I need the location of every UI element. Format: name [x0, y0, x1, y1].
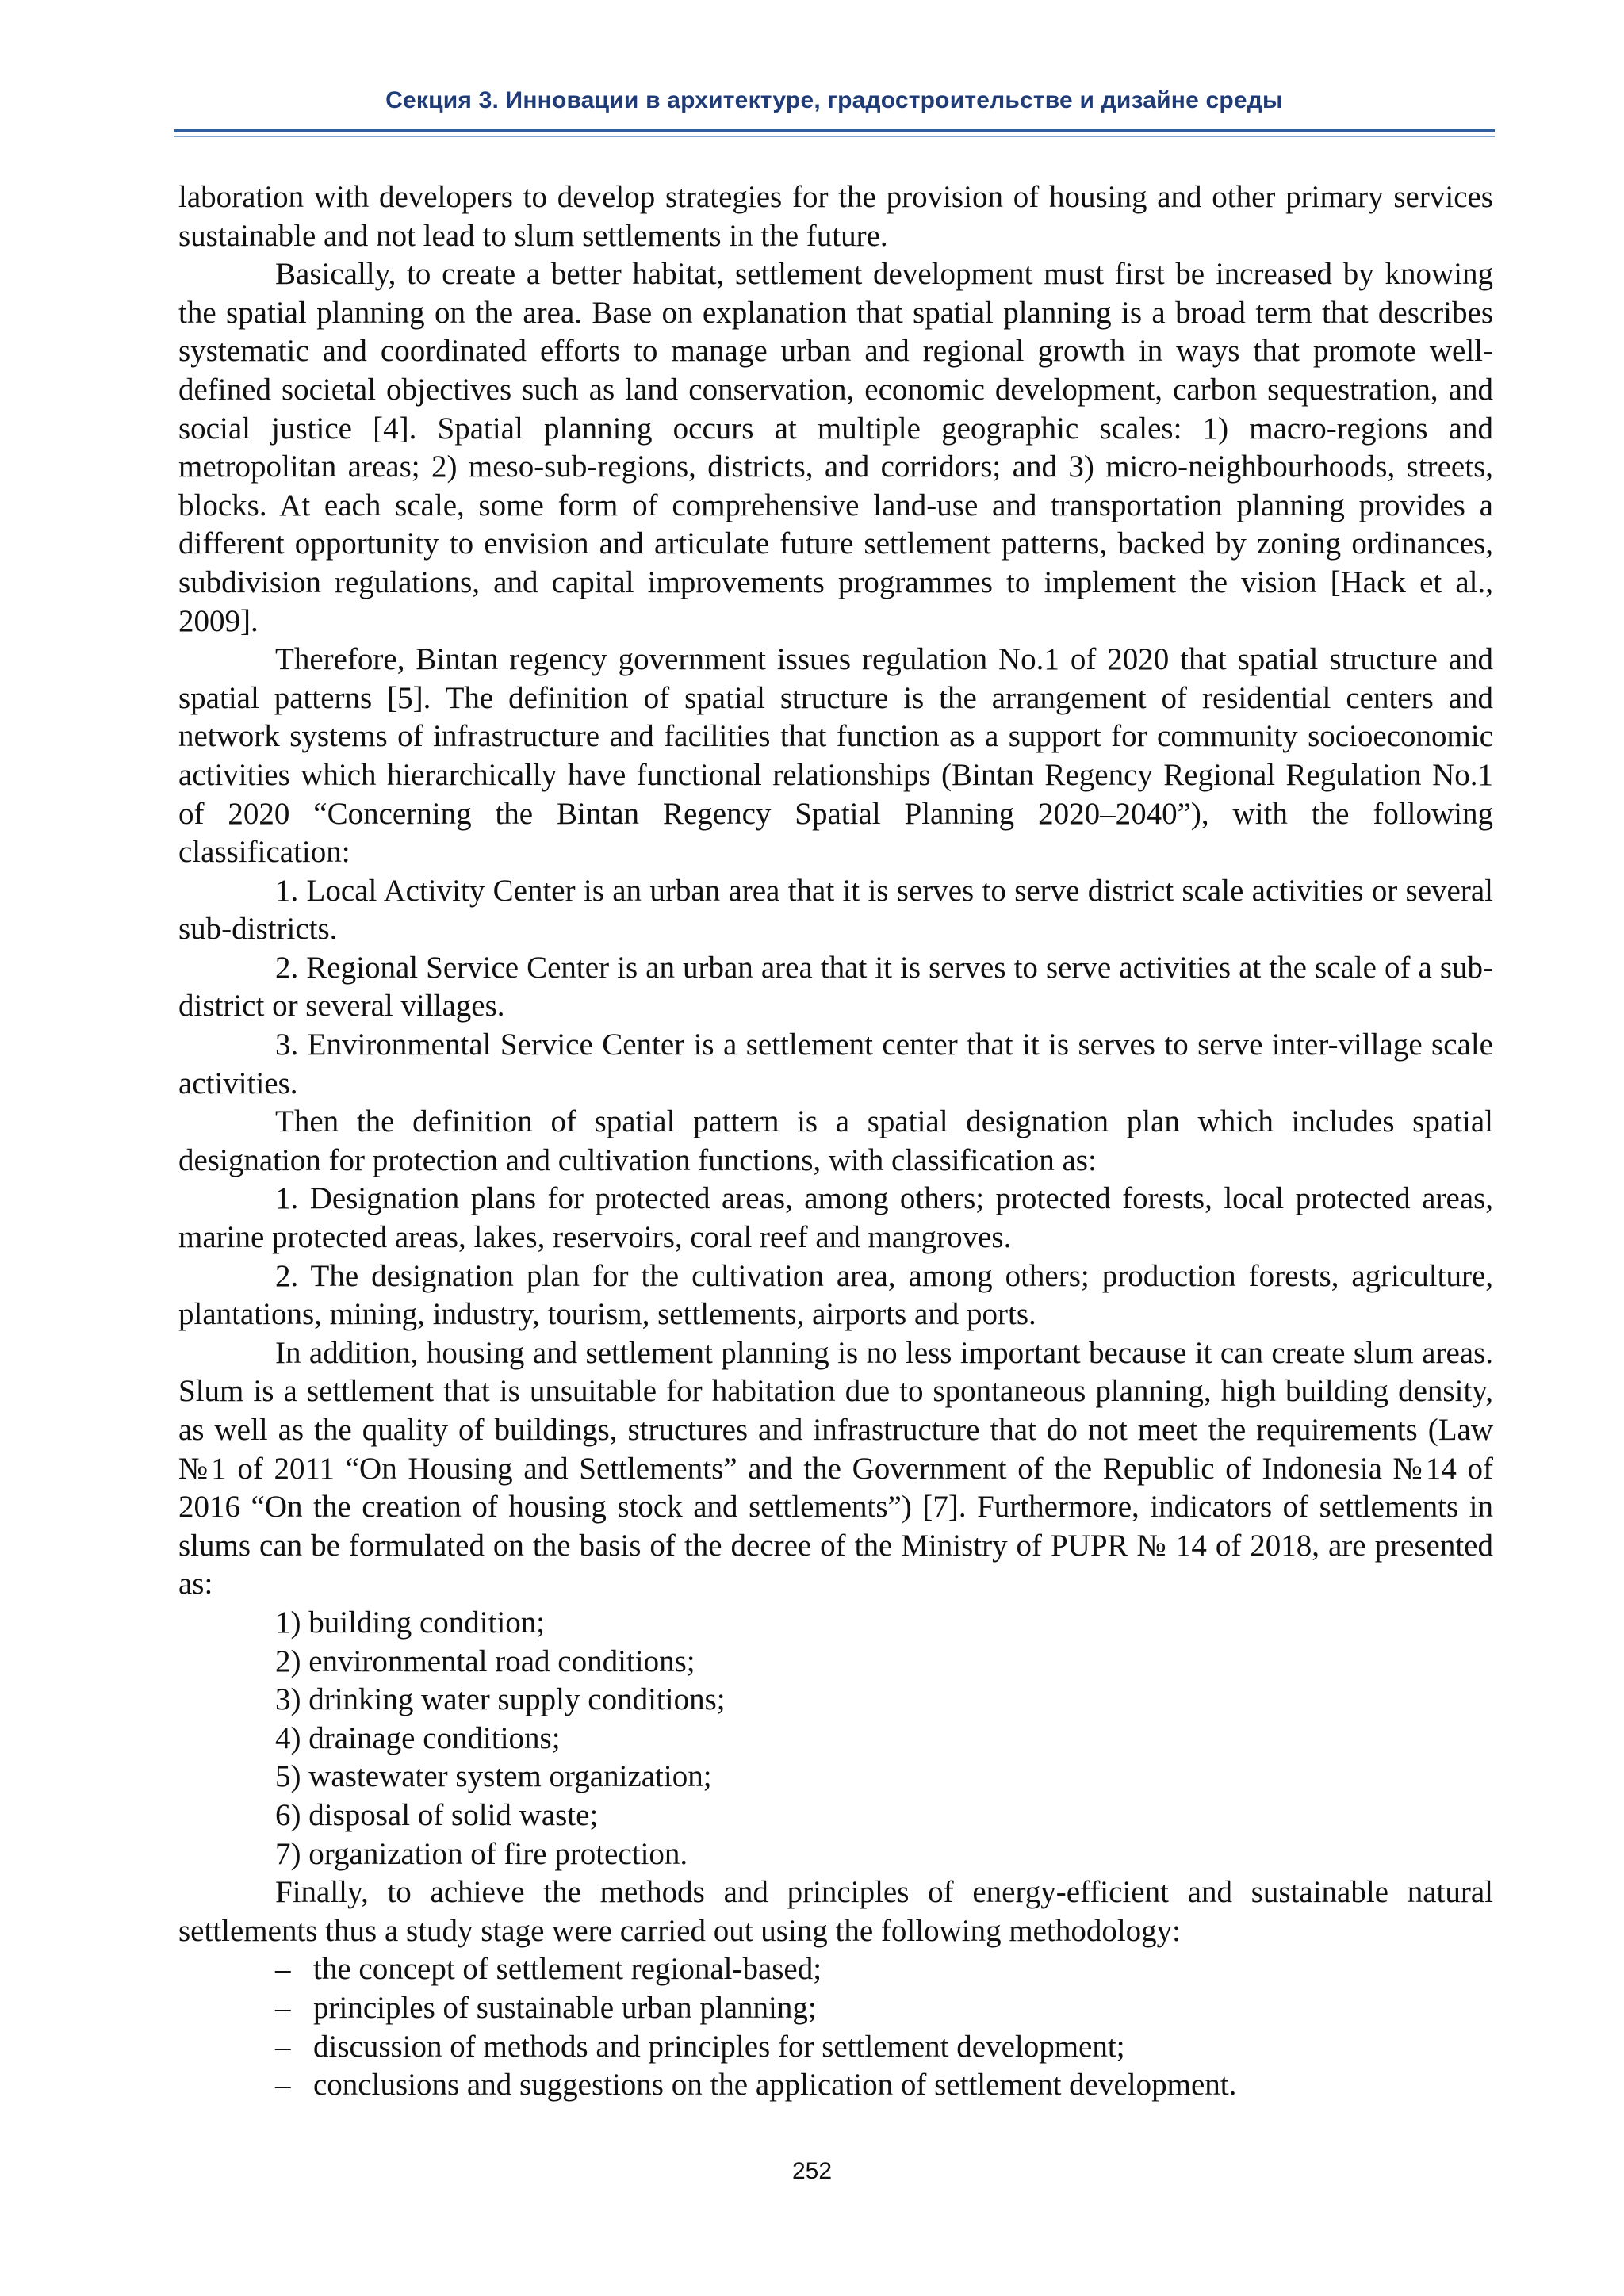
indicator-item: 2) environmental road conditions;	[275, 1644, 695, 1678]
methodology-item-text: principles of sustainable urban planning;	[313, 1990, 817, 2025]
paragraph-spatial-structure: Therefore, Bintan regency government issues regulation No.1 of 2020 that spatial structure and spatial patterns [5]. The definition of spatial structure is the arrangement of residential centers and network systems of infrastructure and facilities that function as a support for community socioeconomic activities which hierarchically have functional relationships (Bintan Regency Regional Regulation No.1 of 2020 “Concerning the Bintan Regency Spatial Planning 2020–2040”), with the following classification:	[178, 642, 1493, 870]
methodology-item-text: conclusions and suggestions on the application of settlement development.	[313, 2068, 1237, 2103]
indicator-item: 1) building condition;	[275, 1605, 546, 1640]
methodology-item-text: discussion of methods and principles for settlement development;	[313, 2029, 1125, 2064]
paragraph-spatial-pattern: Then the definition of spatial pattern is a spatial designation plan which includes spatial designation for protection and cultivation functions, with classification as:	[178, 1104, 1493, 1177]
paragraph-methodology-intro: Finally, to achieve the methods and principles of energy-efficient and sustainable natural settlements thus a study stage were carried out using the following methodology:	[178, 1875, 1493, 1948]
methodology-item	[178, 2066, 1493, 2105]
list-item-environmental-service-center: 3. Environmental Service Center is a settlement center that it is serves to serve inter-village scale activities.	[178, 1027, 1493, 1100]
methodology-item	[178, 1989, 1493, 2028]
indicator-item: 4) drainage conditions;	[275, 1720, 561, 1755]
dash-bullet: –	[275, 2029, 291, 2064]
header-rule	[174, 129, 1495, 132]
methodology-item	[178, 1950, 1493, 1989]
header-rule-secondary	[174, 136, 1495, 137]
list-item-local-activity-center: 1. Local Activity Center is an urban area that it is serves to serve district scale activities or several sub-districts.	[178, 873, 1493, 947]
indicator-item: 6) disposal of solid waste;	[275, 1797, 599, 1832]
dash-bullet: –	[275, 1990, 291, 2025]
indicator-item: 5) wastewater system organization;	[275, 1759, 712, 1794]
indicator-item: 3) drinking water supply conditions;	[275, 1682, 726, 1717]
methodology-item	[178, 2028, 1493, 2067]
dash-bullet: –	[275, 2068, 291, 2103]
indicator-item: 7) organization of fire protection.	[275, 1836, 688, 1871]
methodology-item-text: the concept of settlement regional-based;	[313, 1952, 822, 1987]
paragraph-spatial-planning: Basically, to create a better habitat, settlement development must first be increased by knowing the spatial planning on the area. Base on explanation that spatial planning is a broad term that describes systematic and coordinated efforts to manage urban and regional growth in ways that promote well-defined societal objectives such as land conservation, economic development, carbon sequestration, and social justice [4]. Spatial planning occurs at multiple geographic scales: 1) macro-regions and metropolitan areas; 2) meso-sub-regions, districts, and corridors; and 3) micro-neighbourhoods, streets, blocks. At each scale, some form of comprehensive land-use and transportation planning provides a different opportunity to envision and articulate future settlement patterns, backed by zoning ordinances, subdivision regulations, and capital improvements programmes to implement the vision [Hack et al., 2009].	[178, 257, 1493, 638]
page-number: 252	[791, 2158, 833, 2184]
article-body	[178, 178, 1493, 2105]
paragraph-slum-areas: In addition, housing and settlement planning is no less important because it can create slum areas. Slum is a settlement that is unsuitable for habitation due to spontaneous planning, high building density, as well as the quality of buildings, structures and infrastructure that do not meet the requirements (Law №1 of 2011 “On Housing and Settlements” and the Government of the Republic of Indonesia №14 of 2016 “On the creation of housing stock and settlements”) [7]. Furthermore, indicators of settlements in slums can be formulated on the basis of the decree of the Ministry of PUPR № 14 of 2018, are presented as:	[178, 1335, 1493, 1601]
list-item-protected-areas: 1. Designation plans for protected areas, among others; protected forests, local protected areas, marine protected areas, lakes, reservoirs, coral reef and mangroves.	[178, 1181, 1493, 1255]
dash-bullet: –	[275, 1952, 291, 1987]
running-header: Секция 3. Инновации в архитектуре, градостроительстве и дизайне среды	[385, 87, 1283, 113]
list-item-cultivation-area: 2. The designation plan for the cultivation area, among others; production forests, agriculture, plantations, mining, industry, tourism, settlements, airports and ports.	[178, 1258, 1493, 1332]
paragraph-continuation: laboration with developers to develop strategies for the provision of housing and other primary services sustainable and not lead to slum settlements in the future.	[178, 180, 1493, 253]
list-item-regional-service-center: 2. Regional Service Center is an urban area that it is serves to serve activities at the scale of a sub-district or several villages.	[178, 950, 1493, 1024]
